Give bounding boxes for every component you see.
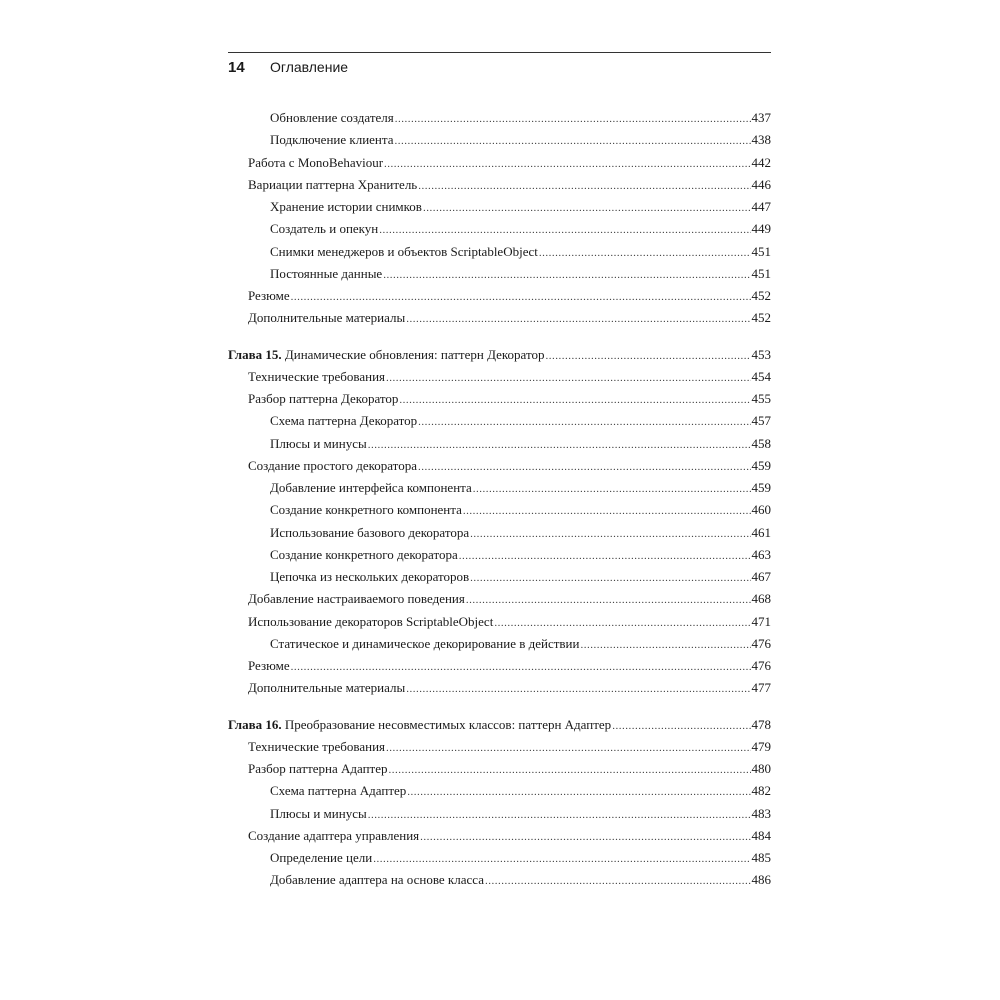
table-of-contents bbox=[228, 107, 771, 892]
dot-leader bbox=[291, 286, 751, 308]
dot-leader bbox=[407, 781, 750, 803]
toc-entry-label bbox=[248, 758, 388, 780]
toc-entry-label bbox=[270, 218, 378, 240]
toc-chapter-entry bbox=[228, 344, 771, 366]
toc-entry bbox=[228, 241, 771, 263]
toc-page-number: 484 bbox=[751, 827, 771, 843]
toc-page-number: 467 bbox=[751, 569, 771, 584]
toc-entry-title: Создание конкретного декоратора bbox=[270, 546, 458, 562]
toc-page-number: 459 bbox=[751, 457, 771, 473]
dot-leader bbox=[291, 656, 751, 678]
toc-entry bbox=[228, 499, 771, 521]
toc-entry bbox=[228, 388, 771, 410]
toc-page-number: 478 bbox=[751, 716, 771, 732]
toc-entry-label bbox=[248, 588, 465, 610]
toc-entry-label bbox=[270, 780, 406, 802]
dot-leader bbox=[423, 197, 751, 219]
toc-entry bbox=[228, 655, 771, 677]
dot-leader bbox=[418, 175, 750, 197]
toc-page-number: 453 bbox=[751, 346, 771, 362]
toc-entry-title: Дополнительные материалы bbox=[248, 310, 406, 326]
toc-entry-label bbox=[270, 566, 469, 588]
running-header-title: Оглавление bbox=[270, 59, 349, 75]
toc-entry-title: Определение цели bbox=[270, 850, 373, 865]
toc-page-number: 438 bbox=[751, 132, 771, 148]
dot-leader bbox=[395, 130, 751, 152]
dot-leader bbox=[406, 308, 750, 330]
toc-entry-label bbox=[248, 152, 383, 174]
dot-leader bbox=[373, 848, 750, 870]
toc-page-number: 451 bbox=[751, 265, 771, 281]
toc-entry-title: Разбор паттерна Адаптер bbox=[248, 761, 388, 776]
toc-entry bbox=[228, 803, 771, 825]
toc-entry-label bbox=[270, 107, 394, 129]
dot-leader bbox=[418, 456, 751, 478]
toc-entry-label bbox=[270, 803, 367, 825]
toc-page-number: 459 bbox=[751, 480, 771, 495]
dot-leader bbox=[383, 264, 750, 286]
toc-entry-label bbox=[248, 307, 405, 329]
toc-page-number: 483 bbox=[751, 805, 771, 821]
toc-entry-title: Создание простого декоратора bbox=[248, 457, 417, 473]
toc-entry-title: Статическое и динамическое декорирование в действии bbox=[270, 635, 580, 651]
dot-leader bbox=[368, 804, 751, 826]
toc-entry-title: Дополнительные материалы bbox=[248, 680, 406, 696]
toc-entry bbox=[228, 455, 771, 477]
toc-entry bbox=[228, 522, 771, 544]
toc-entry-label bbox=[270, 433, 367, 455]
toc-entry-title: Добавление адаптера на основе класса bbox=[270, 872, 484, 888]
dot-leader bbox=[368, 434, 751, 456]
toc-entry-title: Технические требования bbox=[248, 368, 386, 384]
toc-entry bbox=[228, 263, 771, 285]
toc-chapter-entry bbox=[228, 714, 771, 736]
toc-entry-title: Использование базового декоратора bbox=[270, 524, 470, 540]
toc-page-number: 454 bbox=[751, 368, 771, 384]
toc-entry-label bbox=[248, 611, 493, 633]
dot-leader bbox=[406, 678, 750, 700]
toc-entry bbox=[228, 107, 771, 129]
dot-leader bbox=[420, 826, 750, 848]
dot-leader bbox=[459, 545, 751, 567]
toc-entry-label bbox=[270, 544, 458, 566]
toc-entry-title: Добавление настраиваемого поведения bbox=[248, 591, 465, 607]
toc-page-number: 447 bbox=[751, 199, 771, 214]
toc-entry-title: Схема паттерна Адаптер bbox=[270, 783, 407, 799]
page-number: 14 bbox=[228, 59, 245, 76]
toc-entry bbox=[228, 758, 771, 780]
toc-entry-title: Резюме bbox=[248, 658, 290, 673]
toc-entry bbox=[228, 307, 771, 329]
toc-entry-title: Разбор паттерна Декоратор bbox=[248, 391, 399, 406]
toc-entry-label bbox=[270, 477, 472, 499]
toc-entry-label bbox=[248, 655, 290, 677]
toc-entry-title: Хранение истории снимков bbox=[270, 199, 422, 214]
toc-entry-title: Обновление создателя bbox=[270, 110, 394, 125]
toc-entry-title: Преобразование несовместимых классов: паттерн Адаптер bbox=[284, 716, 612, 732]
toc-page-number: 446 bbox=[751, 176, 771, 192]
dot-leader bbox=[463, 500, 751, 522]
toc-page-number: 460 bbox=[751, 502, 771, 518]
toc-entry-label bbox=[248, 455, 417, 477]
dot-leader bbox=[485, 870, 751, 892]
toc-entry bbox=[228, 152, 771, 174]
dot-leader bbox=[470, 567, 750, 589]
dot-leader bbox=[395, 108, 751, 130]
dot-leader bbox=[418, 411, 750, 433]
toc-entry bbox=[228, 410, 771, 432]
toc-entry-title: Создание конкретного компонента bbox=[270, 502, 462, 518]
toc-page-number: 476 bbox=[751, 635, 771, 651]
toc-page-number: 468 bbox=[751, 591, 771, 607]
toc-entry-label bbox=[270, 196, 422, 218]
toc-entry bbox=[228, 544, 771, 566]
toc-entry-label bbox=[270, 410, 417, 432]
toc-entry-label bbox=[248, 285, 290, 307]
toc-entry-label bbox=[248, 366, 385, 388]
toc-page-number: 477 bbox=[751, 680, 771, 696]
toc-entry-title: Постоянные данные bbox=[270, 265, 383, 281]
toc-entry bbox=[228, 736, 771, 758]
toc-page-number: 442 bbox=[751, 154, 771, 170]
toc-entry bbox=[228, 780, 771, 802]
toc-entry bbox=[228, 588, 771, 610]
toc-page-number: 463 bbox=[751, 546, 771, 562]
dot-leader bbox=[470, 523, 750, 545]
toc-entry-label bbox=[270, 847, 372, 869]
toc-entry-label bbox=[248, 388, 398, 410]
toc-entry-title: Создание адаптера управления bbox=[248, 827, 420, 843]
dot-leader bbox=[473, 478, 751, 500]
toc-page-number: 479 bbox=[751, 738, 771, 754]
toc-page-number: 480 bbox=[751, 761, 771, 776]
dot-leader bbox=[379, 219, 750, 241]
toc-entry bbox=[228, 477, 771, 499]
dot-leader bbox=[545, 345, 750, 367]
page-header bbox=[228, 52, 771, 83]
toc-entry-title: Динамические обновления: паттерн Декоратор bbox=[284, 346, 545, 362]
dot-leader bbox=[386, 367, 750, 389]
chapter-number: Глава 16. bbox=[228, 716, 282, 732]
toc-entry bbox=[228, 366, 771, 388]
toc-entry bbox=[228, 825, 771, 847]
dot-leader bbox=[612, 715, 750, 737]
toc-page-number: 455 bbox=[751, 391, 771, 406]
toc-page-number: 457 bbox=[751, 413, 771, 429]
toc-entry-title: Цепочка из нескольких декораторов bbox=[270, 569, 470, 584]
toc-page-number: 471 bbox=[751, 613, 771, 629]
toc-entry bbox=[228, 633, 771, 655]
toc-entry-title: Добавление интерфейса компонента bbox=[270, 480, 472, 495]
toc-page-number: 452 bbox=[751, 288, 771, 303]
toc-entry-title: Схема паттерна Декоратор bbox=[270, 413, 418, 429]
toc-entry bbox=[228, 869, 771, 891]
toc-entry-title: Плюсы и минусы bbox=[270, 805, 367, 821]
toc-entry bbox=[228, 611, 771, 633]
toc-page-number: 437 bbox=[751, 110, 771, 125]
toc-page-number: 451 bbox=[751, 243, 771, 259]
toc-entry bbox=[228, 566, 771, 588]
chapter-number: Глава 15. bbox=[228, 346, 282, 362]
toc-entry-title: Технические требования bbox=[248, 738, 386, 754]
toc-entry-label bbox=[248, 174, 417, 196]
toc-entry bbox=[228, 196, 771, 218]
dot-leader bbox=[384, 153, 750, 175]
toc-entry-title: Создатель и опекун bbox=[270, 221, 379, 237]
toc-entry-label bbox=[270, 869, 484, 891]
toc-entry bbox=[228, 433, 771, 455]
toc-page-number: 458 bbox=[751, 435, 771, 451]
toc-entry-title: Подключение клиента bbox=[270, 132, 394, 148]
toc-entry bbox=[228, 847, 771, 869]
toc-entry-label bbox=[270, 241, 538, 263]
toc-entry-title: Использование декораторов ScriptableObject bbox=[248, 613, 494, 629]
toc-page-number: 485 bbox=[751, 850, 771, 865]
dot-leader bbox=[466, 589, 751, 611]
toc-entry bbox=[228, 129, 771, 151]
toc-page-number: 482 bbox=[751, 783, 771, 799]
dot-leader bbox=[389, 759, 751, 781]
toc-entry-label bbox=[248, 825, 419, 847]
toc-entry bbox=[228, 174, 771, 196]
toc-entry bbox=[228, 285, 771, 307]
toc-entry bbox=[228, 218, 771, 240]
toc-page-number: 452 bbox=[751, 310, 771, 326]
toc-entry-title: Работа с MonoBehaviour bbox=[248, 154, 384, 170]
toc-page-number: 486 bbox=[751, 872, 771, 888]
toc-entry-label bbox=[270, 129, 394, 151]
dot-leader bbox=[580, 634, 750, 656]
dot-leader bbox=[494, 612, 750, 634]
toc-page-number: 476 bbox=[751, 658, 771, 673]
toc-entry-title: Резюме bbox=[248, 288, 290, 303]
toc-entry-label bbox=[270, 522, 469, 544]
dot-leader bbox=[539, 242, 751, 264]
toc-entry-label bbox=[270, 499, 462, 521]
toc-entry-title: Вариации паттерна Хранитель bbox=[248, 176, 418, 192]
dot-leader bbox=[399, 389, 750, 411]
toc-entry-label bbox=[228, 344, 544, 366]
toc-entry-label bbox=[248, 677, 405, 699]
toc-entry-label bbox=[248, 736, 385, 758]
toc-entry-title: Снимки менеджеров и объектов ScriptableObject bbox=[270, 243, 538, 259]
toc-entry bbox=[228, 677, 771, 699]
toc-page-number: 461 bbox=[751, 524, 771, 540]
toc-page-number: 449 bbox=[751, 221, 771, 237]
toc-entry-label bbox=[270, 263, 382, 285]
dot-leader bbox=[386, 737, 750, 759]
toc-entry-label bbox=[228, 714, 611, 736]
toc-entry-label bbox=[270, 633, 579, 655]
toc-entry-title: Плюсы и минусы bbox=[270, 435, 367, 451]
